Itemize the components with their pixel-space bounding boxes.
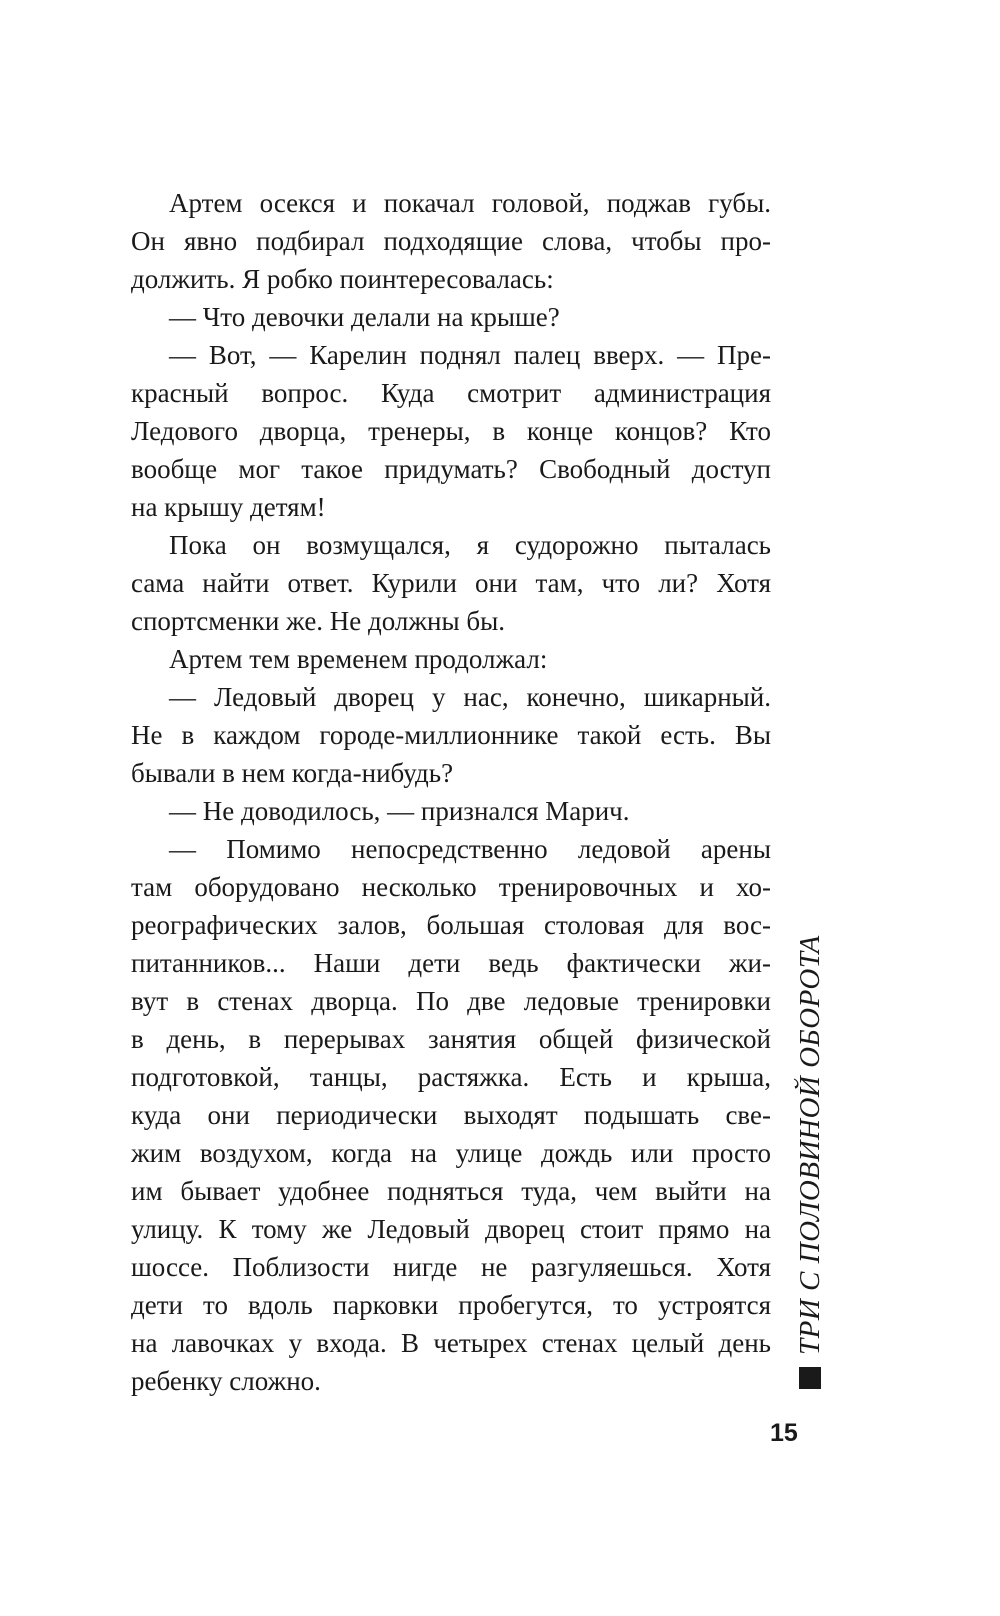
text-line: реографических залов, большая столовая для вос- bbox=[131, 910, 771, 940]
text-line: Пока он возмущался, я судорожно пыталась bbox=[169, 530, 771, 560]
text-line: жим воздухом, когда на улице дождь или просто bbox=[131, 1138, 771, 1168]
page-number: 15 bbox=[770, 1419, 798, 1447]
text-line: — Ледовый дворец у нас, конечно, шикарный. bbox=[169, 682, 771, 712]
text-line: — Помимо непосредственно ледовой арены bbox=[169, 834, 771, 864]
text-line: Не в каждом городе-миллионнике такой есть. Вы bbox=[131, 720, 771, 750]
text-line: Артем осекся и покачал головой, поджав губы. bbox=[169, 188, 771, 218]
text-line: дети то вдоль парковки пробегутся, то устроятся bbox=[131, 1290, 771, 1320]
text-line: сама найти ответ. Курили они там, что ли? Хотя bbox=[131, 568, 771, 598]
body-text bbox=[131, 184, 771, 1400]
text-line: улицу. К тому же Ледовый дворец стоит прямо на bbox=[131, 1214, 771, 1244]
text-line: в день, в перерывах занятия общей физической bbox=[131, 1024, 771, 1054]
text-line: — Что девочки делали на крыше? bbox=[169, 302, 560, 332]
text-line: — Вот, — Карелин поднял палец вверх. — Пре- bbox=[169, 340, 771, 370]
running-head-title: ТРИ С ПОЛОВИНОЙ ОБОРОТА bbox=[794, 935, 826, 1355]
running-head bbox=[795, 935, 825, 1389]
text-line: питанников... Наши дети ведь фактически жи- bbox=[131, 948, 771, 978]
text-line: подготовкой, танцы, растяжка. Есть и крыша, bbox=[131, 1062, 771, 1092]
text-line: должить. Я робко поинтересовалась: bbox=[131, 264, 554, 294]
text-line: красный вопрос. Куда смотрит администрация bbox=[131, 378, 771, 408]
text-line: вообще мог такое придумать? Свободный доступ bbox=[131, 454, 771, 484]
text-line: им бывает удобнее подняться туда, чем выйти на bbox=[131, 1176, 771, 1206]
running-head-square-mark bbox=[799, 1367, 821, 1389]
text-line: бывали в нем когда-нибудь? bbox=[131, 758, 454, 788]
text-line: там оборудовано несколько тренировочных и хо- bbox=[131, 872, 771, 902]
text-line: вут в стенах дворца. По две ледовые тренировки bbox=[131, 986, 771, 1016]
text-line: — Не доводилось, — признался Марич. bbox=[169, 796, 630, 826]
text-line: куда они периодически выходят подышать све- bbox=[131, 1100, 771, 1130]
text-line: спортсменки же. Не должны бы. bbox=[131, 606, 506, 636]
text-line: на крышу детям! bbox=[131, 492, 326, 522]
text-line: Артем тем временем продолжал: bbox=[169, 644, 548, 674]
text-line: шоссе. Поблизости нигде не разгуляешься. Хотя bbox=[131, 1252, 771, 1282]
text-line: на лавочках у входа. В четырех стенах целый день bbox=[131, 1328, 771, 1358]
text-line: Ледового дворца, тренеры, в конце концов? Кто bbox=[131, 416, 771, 446]
text-line: ребенку сложно. bbox=[131, 1366, 321, 1396]
text-line: Он явно подбирал подходящие слова, чтобы про- bbox=[131, 226, 771, 256]
